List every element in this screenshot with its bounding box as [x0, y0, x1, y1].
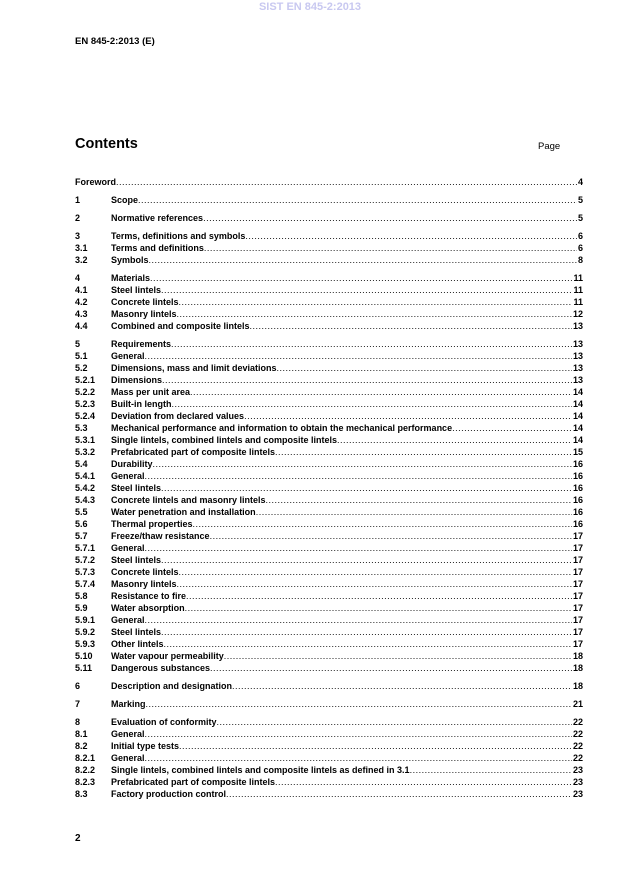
- dot-leader: [161, 284, 572, 296]
- toc-entry-title: Factory production control: [111, 789, 227, 799]
- toc-entry-number: 2: [75, 213, 81, 223]
- toc-entry[interactable]: [75, 458, 583, 470]
- toc-entry[interactable]: [75, 776, 583, 788]
- toc-entry-number: 5.3.2: [75, 447, 96, 457]
- dot-leader: [146, 698, 572, 710]
- toc-entry-page: 11: [573, 285, 583, 295]
- toc-entry[interactable]: [75, 410, 583, 422]
- toc-entry[interactable]: [75, 296, 583, 308]
- toc-entry-number: 5.9: [75, 603, 88, 613]
- toc-entry-page: 22: [572, 753, 583, 763]
- dot-leader: [149, 254, 577, 266]
- toc-entry[interactable]: [75, 494, 583, 506]
- toc-entry-page: 17: [572, 555, 583, 565]
- dot-leader: [145, 752, 572, 764]
- dot-leader: [164, 638, 572, 650]
- toc-entry[interactable]: [75, 602, 583, 614]
- dot-leader: [179, 566, 572, 578]
- toc-entry[interactable]: [75, 542, 583, 554]
- dot-leader: [161, 482, 572, 494]
- toc-entry[interactable]: [75, 434, 583, 446]
- toc-entry-page: 14: [572, 423, 583, 433]
- dot-leader: [244, 410, 572, 422]
- toc-entry-number: 8: [75, 717, 81, 727]
- toc-entry[interactable]: [75, 446, 583, 458]
- dot-leader: [179, 740, 572, 752]
- toc-entry-title: Steel lintels: [111, 483, 162, 493]
- dot-leader: [162, 374, 572, 386]
- toc-entry[interactable]: [75, 662, 583, 674]
- toc-group: [75, 272, 583, 332]
- dot-leader: [161, 554, 572, 566]
- toc-entry-page: 5: [577, 195, 583, 205]
- toc-entry-page: 11: [573, 273, 583, 283]
- toc-entry-title: Foreword: [75, 177, 117, 187]
- toc-entry-page: 16: [572, 507, 583, 517]
- toc-entry-number: 4.1: [75, 285, 88, 295]
- toc-entry-number: 4.3: [75, 309, 88, 319]
- toc-entry[interactable]: [75, 752, 583, 764]
- toc-entry[interactable]: [75, 230, 583, 242]
- toc-entry[interactable]: [75, 386, 583, 398]
- toc-entry-title: Description and designation: [111, 681, 233, 691]
- toc-entry-number: 5.10: [75, 651, 93, 661]
- toc-entry-page: 16: [572, 495, 583, 505]
- toc-entry-page: 15: [572, 447, 583, 457]
- dot-leader: [232, 680, 572, 692]
- toc-entry-title: Single lintels, combined lintels and composite lintels as defined in 3.1: [111, 765, 410, 775]
- dot-leader: [145, 470, 572, 482]
- dot-leader: [245, 230, 577, 242]
- toc-entry[interactable]: [75, 320, 583, 332]
- toc-entry-page: 13: [572, 375, 583, 385]
- toc-entry-page: 16: [572, 471, 583, 481]
- toc-entry-page: 17: [572, 627, 583, 637]
- toc-entry-title: Other lintels: [111, 639, 164, 649]
- toc-entry-title: Marking: [111, 699, 146, 709]
- toc-entry-page: 17: [572, 567, 583, 577]
- toc-entry-title: Concrete lintels: [111, 297, 179, 307]
- toc-entry-number: 8.3: [75, 789, 88, 799]
- toc-entry-number: 8.1: [75, 729, 88, 739]
- toc-entry[interactable]: [75, 308, 583, 320]
- toc-entry-page: 22: [572, 717, 583, 727]
- toc-entry-title: Combined and composite lintels: [111, 321, 250, 331]
- toc-entry-page: 13: [572, 351, 583, 361]
- toc-entry-number: 5.6: [75, 519, 88, 529]
- toc-entry[interactable]: [75, 788, 583, 800]
- toc-group: [75, 194, 583, 206]
- toc-entry-number: 1: [75, 195, 81, 205]
- toc-entry-title: Initial type tests: [111, 741, 180, 751]
- toc-entry-number: 5.9.2: [75, 627, 96, 637]
- toc-group: [75, 338, 583, 674]
- toc-entry-number: 8.2.2: [75, 765, 96, 775]
- toc-entry[interactable]: [75, 212, 583, 224]
- toc-entry[interactable]: [75, 362, 583, 374]
- dot-leader: [153, 458, 572, 470]
- dot-leader: [277, 362, 572, 374]
- toc-entry-page: 8: [577, 255, 583, 265]
- toc-entry-page: 17: [572, 639, 583, 649]
- toc-group: [75, 176, 583, 188]
- toc-entry[interactable]: [75, 530, 583, 542]
- toc-entry-number: 5.7: [75, 531, 88, 541]
- dot-leader: [177, 578, 572, 590]
- toc-entry[interactable]: [75, 398, 583, 410]
- dot-leader: [337, 434, 572, 446]
- toc-entry[interactable]: [75, 176, 583, 188]
- toc-entry-number: 5.7.3: [75, 567, 96, 577]
- toc-group: [75, 698, 583, 710]
- toc-entry[interactable]: [75, 518, 583, 530]
- toc-entry-number: 8.2: [75, 741, 88, 751]
- dot-leader: [150, 272, 572, 284]
- toc-entry-title: Mechanical performance and information to obtain the mechanical performance: [111, 423, 453, 433]
- toc-entry-number: 5.8: [75, 591, 88, 601]
- toc-entry-page: 6: [577, 231, 583, 241]
- toc-entry-number: 5.2: [75, 363, 88, 373]
- toc-entry-title: Dangerous substances: [111, 663, 211, 673]
- toc-entry-title: Water vapour permeability: [111, 651, 224, 661]
- dot-leader: [193, 518, 572, 530]
- toc-entry-title: General: [111, 753, 145, 763]
- toc-entry-number: 3: [75, 231, 81, 241]
- toc-entry-number: 5.2.1: [75, 375, 96, 385]
- toc-entry-title: Water penetration and installation: [111, 507, 256, 517]
- toc-entry-title: Requirements: [111, 339, 172, 349]
- toc-entry[interactable]: [75, 698, 583, 710]
- toc-entry-title: Dimensions, mass and limit deviations: [111, 363, 277, 373]
- dot-leader: [145, 728, 572, 740]
- dot-leader: [185, 602, 572, 614]
- toc-entry[interactable]: [75, 506, 583, 518]
- dot-leader: [145, 542, 572, 554]
- dot-leader: [210, 662, 572, 674]
- toc-entry-page: 18: [572, 681, 583, 691]
- toc-entry[interactable]: [75, 626, 583, 638]
- toc-entry-title: Freeze/thaw resistance: [111, 531, 210, 541]
- toc-entry-title: Masonry lintels: [111, 579, 177, 589]
- toc-entry[interactable]: [75, 338, 583, 350]
- toc-entry-page: 17: [572, 591, 583, 601]
- toc-entry-title: Symbols: [111, 255, 149, 265]
- toc-entry-page: 14: [572, 411, 583, 421]
- toc-entry-number: 3.1: [75, 243, 88, 253]
- toc-entry-page: 18: [572, 651, 583, 661]
- toc-entry[interactable]: [75, 578, 583, 590]
- toc-entry-title: Single lintels, combined lintels and composite lintels: [111, 435, 338, 445]
- toc-entry-title: Resistance to fire: [111, 591, 187, 601]
- dot-leader: [210, 530, 572, 542]
- toc-entry-title: Terms, definitions and symbols: [111, 231, 246, 241]
- dot-leader: [171, 338, 572, 350]
- toc-entry-title: Steel lintels: [111, 285, 162, 295]
- toc-entry-number: 5.7.1: [75, 543, 96, 553]
- toc-entry-number: 5.3: [75, 423, 88, 433]
- page-number: 2: [75, 833, 81, 844]
- toc-entry-page: 17: [572, 579, 583, 589]
- toc-entry-title: Durability: [111, 459, 153, 469]
- toc-entry-page: 6: [577, 243, 583, 253]
- toc-entry-page: 13: [572, 363, 583, 373]
- dot-leader: [116, 176, 577, 188]
- toc-entry-page: 22: [572, 729, 583, 739]
- watermark: SIST EN 845-2:2013: [258, 1, 362, 13]
- dot-leader: [275, 776, 572, 788]
- toc-entry[interactable]: [75, 614, 583, 626]
- toc-entry-title: Normative references: [111, 213, 204, 223]
- toc-entry-page: 14: [572, 399, 583, 409]
- toc-entry-page: 13: [572, 321, 583, 331]
- toc-entry-page: 23: [572, 789, 583, 799]
- toc-entry-page: 5: [577, 213, 583, 223]
- toc-entry-page: 11: [573, 297, 583, 307]
- toc-entry[interactable]: [75, 740, 583, 752]
- toc-entry-title: General: [111, 351, 145, 361]
- toc-entry-title: Steel lintels: [111, 627, 162, 637]
- toc-entry-page: 16: [572, 459, 583, 469]
- toc-entry-title: Masonry lintels: [111, 309, 177, 319]
- page-column-label: Page: [538, 141, 561, 152]
- toc-entry-number: 5.4.2: [75, 483, 96, 493]
- toc-entry-title: Built-in length: [111, 399, 172, 409]
- toc-entry-number: 5.2.2: [75, 387, 96, 397]
- toc-entry[interactable]: [75, 728, 583, 740]
- toc-entry-title: Deviation from declared values: [111, 411, 245, 421]
- toc-entry-page: 23: [572, 765, 583, 775]
- toc-entry[interactable]: [75, 716, 583, 728]
- toc-entry-number: 7: [75, 699, 81, 709]
- toc-entry-number: 5.1: [75, 351, 88, 361]
- dot-leader: [161, 626, 572, 638]
- dot-leader: [266, 494, 572, 506]
- toc-entry-page: 13: [572, 339, 583, 349]
- dot-leader: [190, 386, 572, 398]
- dot-leader: [256, 506, 572, 518]
- toc-entry-title: General: [111, 543, 145, 553]
- toc-entry[interactable]: [75, 242, 583, 254]
- toc-entry-number: 3.2: [75, 255, 88, 265]
- toc-entry-title: Thermal properties: [111, 519, 193, 529]
- contents-heading: Contents: [75, 136, 138, 152]
- toc-entry-page: 17: [572, 543, 583, 553]
- toc-entry-page: 16: [572, 483, 583, 493]
- toc-entry-number: 5.4.1: [75, 471, 96, 481]
- dot-leader: [172, 398, 572, 410]
- dot-leader: [275, 446, 572, 458]
- toc-entry-title: Steel lintels: [111, 555, 162, 565]
- toc-entry-number: 5.3.1: [75, 435, 96, 445]
- dot-leader: [179, 296, 573, 308]
- toc-entry[interactable]: [75, 638, 583, 650]
- toc-entry[interactable]: [75, 350, 583, 362]
- toc-group: [75, 230, 583, 266]
- toc-entry-title: General: [111, 471, 145, 481]
- dot-leader: [186, 590, 572, 602]
- toc-entry-page: 17: [572, 531, 583, 541]
- dot-leader: [410, 764, 572, 776]
- toc-entry-number: 5.9.3: [75, 639, 96, 649]
- dot-leader: [452, 422, 572, 434]
- toc-entry-title: Evaluation of conformity: [111, 717, 217, 727]
- toc-entry-number: 4.4: [75, 321, 88, 331]
- toc-entry[interactable]: [75, 566, 583, 578]
- dot-leader: [177, 308, 572, 320]
- toc-entry-title: General: [111, 615, 145, 625]
- dot-leader: [138, 194, 577, 206]
- toc-entry[interactable]: [75, 254, 583, 266]
- toc-entry[interactable]: [75, 590, 583, 602]
- toc-entry-title: Scope: [111, 195, 139, 205]
- toc-entry-page: 17: [572, 615, 583, 625]
- toc-entry[interactable]: [75, 482, 583, 494]
- toc-entry-page: 21: [572, 699, 583, 709]
- toc-entry-page: 14: [572, 387, 583, 397]
- toc-entry[interactable]: [75, 554, 583, 566]
- dot-leader: [203, 212, 577, 224]
- toc-group: [75, 680, 583, 692]
- toc-entry-number: 8.2.3: [75, 777, 96, 787]
- toc-entry[interactable]: [75, 194, 583, 206]
- toc-entry-title: Dimensions: [111, 375, 163, 385]
- toc-entry-number: 4.2: [75, 297, 88, 307]
- toc-entry-title: Terms and definitions: [111, 243, 204, 253]
- toc-entry-title: Concrete lintels and masonry lintels: [111, 495, 266, 505]
- toc-entry-title: Mass per unit area: [111, 387, 191, 397]
- toc-entry-page: 16: [572, 519, 583, 529]
- toc-entry-page: 14: [572, 435, 583, 445]
- document-id-header: EN 845-2:2013 (E): [75, 36, 155, 47]
- toc-entry[interactable]: [75, 764, 583, 776]
- toc-entry-page: 23: [572, 777, 583, 787]
- toc-entry-page: 22: [572, 741, 583, 751]
- toc-entry-page: 4: [577, 177, 583, 187]
- dot-leader: [145, 350, 572, 362]
- toc-entry-number: 5.5: [75, 507, 88, 517]
- dot-leader: [204, 242, 577, 254]
- toc-entry-number: 5.2.4: [75, 411, 96, 421]
- toc-entry-title: General: [111, 729, 145, 739]
- toc-entry-number: 5.7.2: [75, 555, 96, 565]
- toc-entry-title: Concrete lintels: [111, 567, 179, 577]
- toc-entry-page: 18: [572, 663, 583, 673]
- toc-entry-number: 5: [75, 339, 81, 349]
- toc-entry-number: 5.9.1: [75, 615, 96, 625]
- toc-group: [75, 212, 583, 224]
- toc-entry-page: 12: [572, 309, 583, 319]
- toc-entry-number: 5.11: [75, 663, 93, 673]
- dot-leader: [226, 788, 572, 800]
- dot-leader: [250, 320, 572, 332]
- dot-leader: [145, 614, 572, 626]
- toc-entry-title: Prefabricated part of composite lintels: [111, 447, 276, 457]
- toc-entry-title: Materials: [111, 273, 151, 283]
- toc-entry-title: Water absorption: [111, 603, 185, 613]
- toc-entry-number: 5.7.4: [75, 579, 96, 589]
- toc-entry-page: 17: [572, 603, 583, 613]
- toc-entry-number: 4: [75, 273, 81, 283]
- toc-entry[interactable]: [75, 284, 583, 296]
- toc-entry[interactable]: [75, 422, 583, 434]
- table-of-contents: [75, 176, 583, 800]
- toc-entry-title: Prefabricated part of composite lintels: [111, 777, 276, 787]
- toc-entry[interactable]: [75, 680, 583, 692]
- toc-entry-number: 6: [75, 681, 81, 691]
- toc-entry[interactable]: [75, 650, 583, 662]
- dot-leader: [224, 650, 572, 662]
- toc-group: [75, 716, 583, 800]
- toc-entry-number: 8.2.1: [75, 753, 96, 763]
- toc-entry-number: 5.4.3: [75, 495, 96, 505]
- toc-entry-number: 5.2.3: [75, 399, 96, 409]
- dot-leader: [217, 716, 572, 728]
- toc-entry-number: 5.4: [75, 459, 88, 469]
- toc-entry[interactable]: [75, 272, 583, 284]
- toc-entry[interactable]: [75, 374, 583, 386]
- toc-entry[interactable]: [75, 470, 583, 482]
